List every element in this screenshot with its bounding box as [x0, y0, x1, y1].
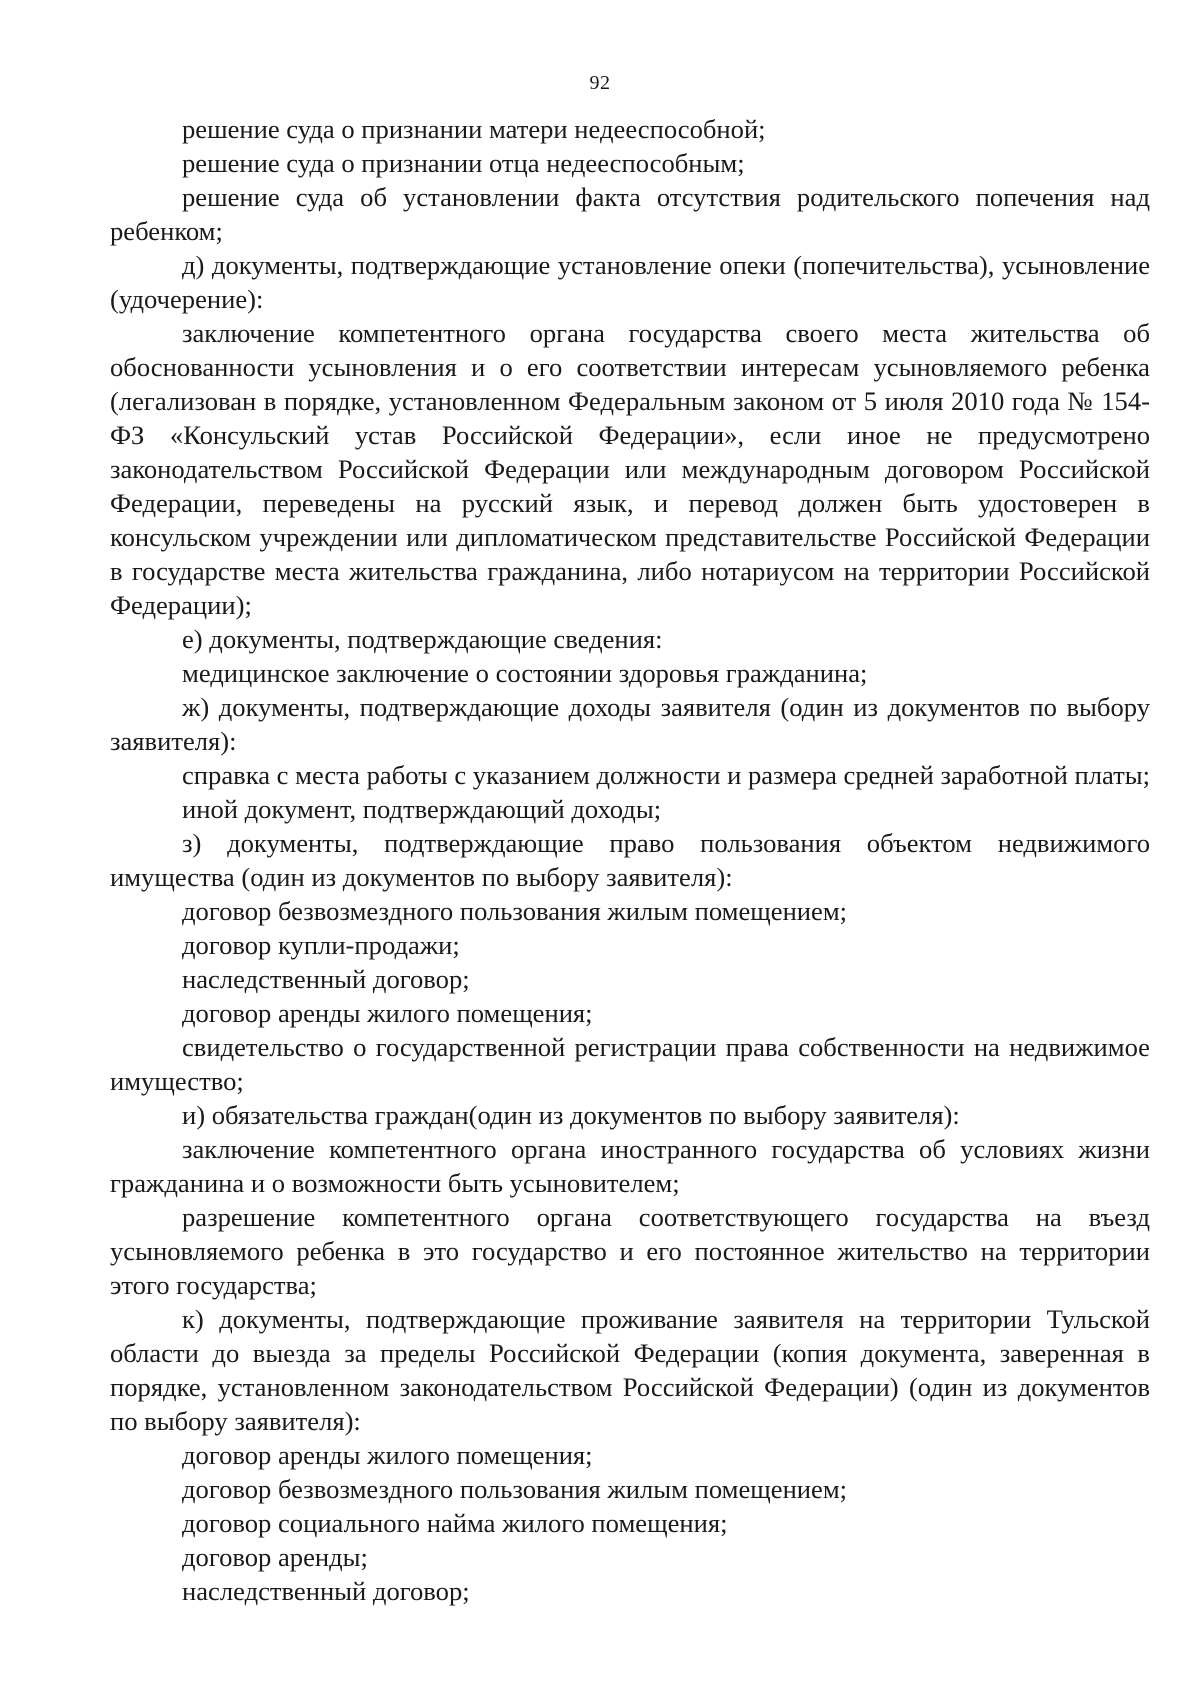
paragraph: заключение компетентного органа иностранного государства об условиях жизни гражданина и о возможности быть усыновителем; [110, 1134, 1150, 1198]
document-body [110, 112, 1150, 1608]
paragraph: к) документы, подтверждающие проживание заявителя на территории Тульской области до выезда за пределы Российской Федерации (копия документа, заверенная в порядке, установленном законодательством Российской Федерации) (один из документов по выбору заявителя): [110, 1304, 1150, 1436]
paragraph: договор безвозмездного пользования жилым помещением; [182, 1474, 848, 1504]
page-number: 92 [589, 72, 611, 94]
paragraph: з) документы, подтверждающие право пользования объектом недвижимого имущества (один из документов по выбору заявителя): [110, 828, 1150, 892]
paragraph: е) документы, подтверждающие сведения: [182, 624, 663, 654]
paragraph: и) обязательства граждан(один из документов по выбору заявителя): [182, 1100, 960, 1130]
paragraph: справка с места работы с указанием должности и размера средней заработной платы; [182, 760, 1150, 790]
paragraph: договор аренды жилого помещения; [182, 1440, 593, 1470]
paragraph: договор безвозмездного пользования жилым помещением; [182, 896, 848, 926]
paragraph: договор социального найма жилого помещения; [182, 1508, 728, 1538]
paragraph: заключение компетентного органа государства своего места жительства об обоснованности усыновления и о его соответствии интересам усыновляемого ребенка (легализован в порядке, установленном Федеральным законом от 5 июля 2010 года № 154-ФЗ «Консульский устав Российской Федерации», если иное не предусмотрено законодательством Российской Федерации или международным договором Российской Федерации, переведены на русский язык, и перевод должен быть удостоверен в консульском учреждении или дипломатическом представительстве Российской Федерации в государстве места жительства гражданина, либо нотариусом на территории Российской Федерации); [110, 318, 1150, 620]
paragraph: решение суда о признании матери недееспособной; [182, 114, 766, 144]
paragraph: разрешение компетентного органа соответствующего государства на въезд усыновляемого ребенка в это государство и его постоянное жительство на территории этого государства; [110, 1202, 1150, 1300]
paragraph: наследственный договор; [182, 1576, 470, 1606]
paragraph: договор купли-продажи; [182, 930, 460, 960]
paragraph: решение суда о признании отца недееспособным; [182, 148, 745, 178]
paragraph: медицинское заключение о состоянии здоровья гражданина; [182, 658, 868, 688]
paragraph: ж) документы, подтверждающие доходы заявителя (один из документов по выбору заявителя): [110, 692, 1150, 756]
paragraph: свидетельство о государственной регистрации права собственности на недвижимое имущество; [110, 1032, 1150, 1096]
paragraph: иной документ, подтверждающий доходы; [182, 794, 662, 824]
paragraph: договор аренды; [182, 1542, 368, 1572]
paragraph: решение суда об установлении факта отсутствия родительского попечения над ребенком; [110, 182, 1150, 246]
paragraph: договор аренды жилого помещения; [182, 998, 593, 1028]
paragraph: наследственный договор; [182, 964, 470, 994]
paragraph: д) документы, подтверждающие установление опеки (попечительства), усыновление (удочерение): [110, 250, 1150, 314]
